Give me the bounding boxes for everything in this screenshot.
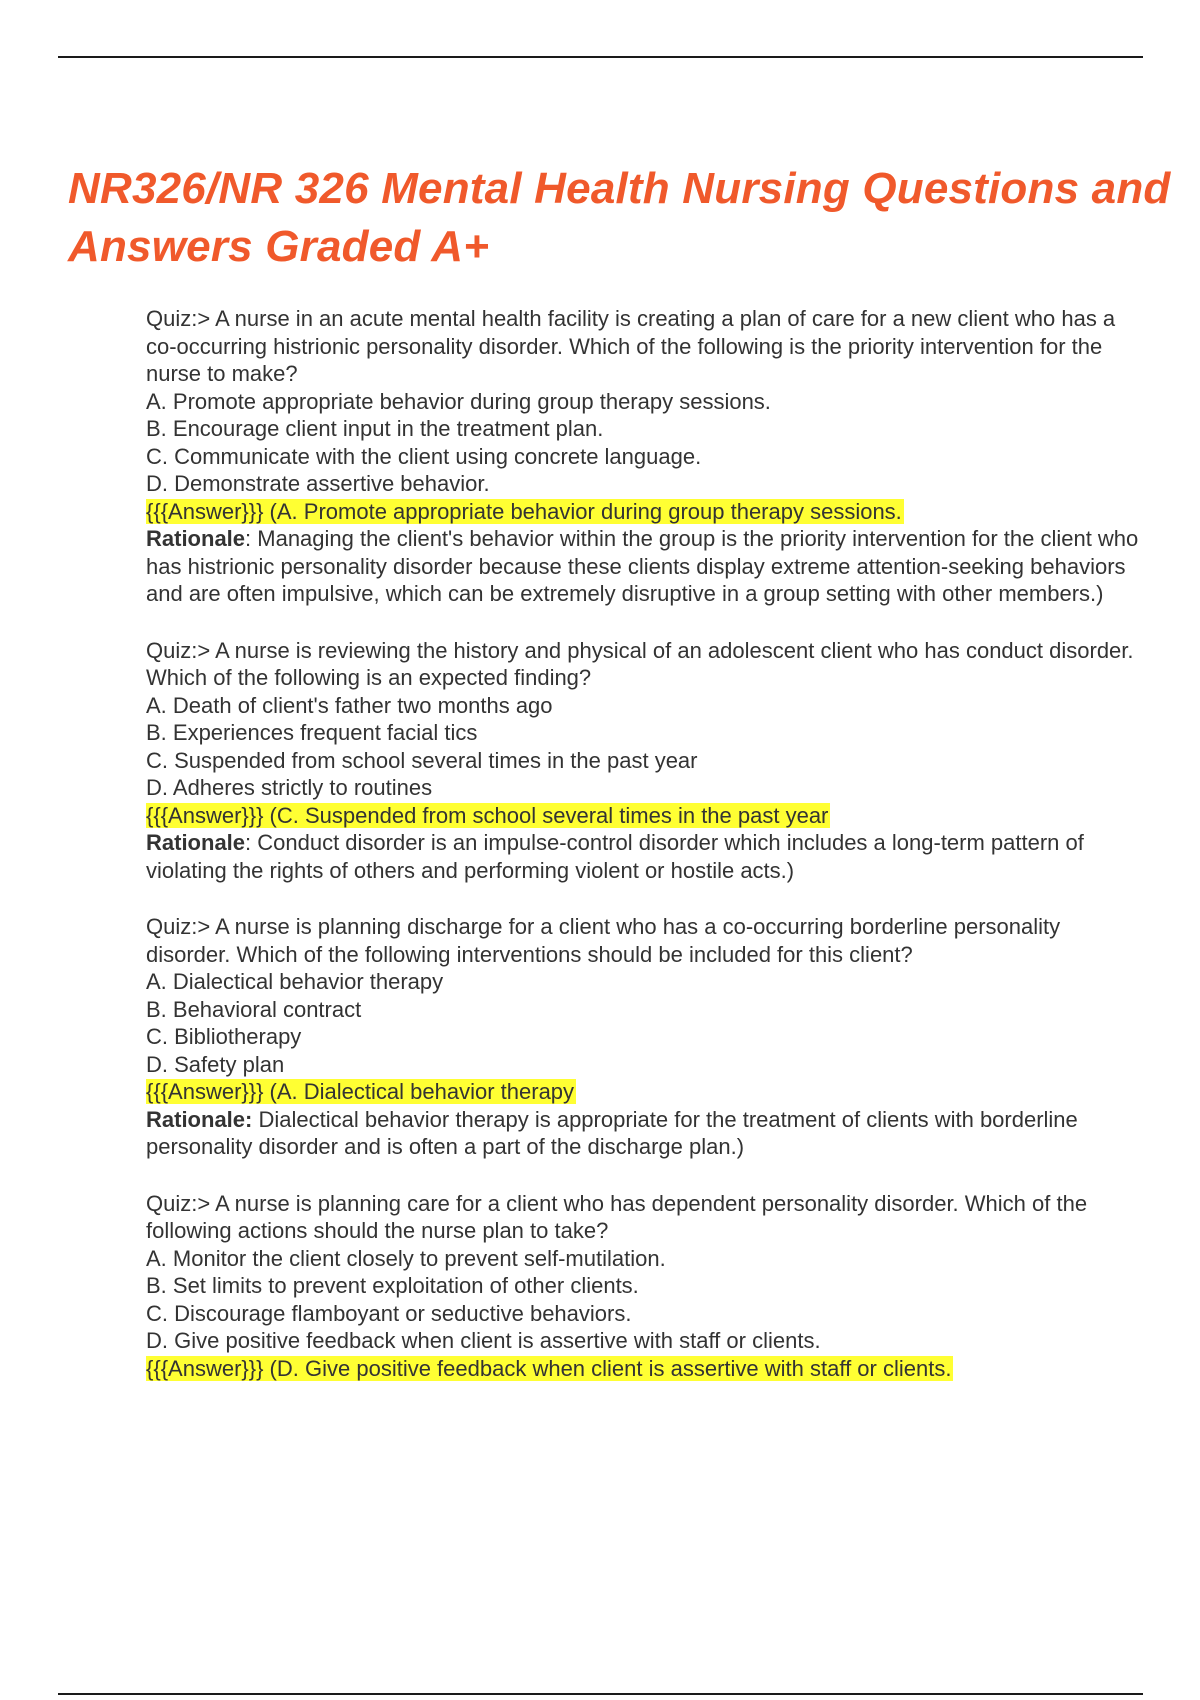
rationale-text: : Managing the client's behavior within the group is the priority intervention for the client who has histrionic personality disorder because these clients display extreme attention-seeking behaviors and are often impulsive, which can be extremely disruptive in a group setting with other members.) — [146, 526, 1139, 606]
rationale — [146, 829, 1146, 884]
question-stem: Quiz:> A nurse is reviewing the history and physical of an adolescent client who has conduct disorder. Which of the following is an expected finding? — [146, 637, 1134, 690]
rationale-label: Rationale: — [146, 1106, 253, 1132]
question-stem: Quiz:> A nurse is planning discharge for a client who has a co-occurring borderline personality disorder. Which of the following interventions should be included for this client? — [146, 914, 1061, 967]
rationale — [146, 525, 1146, 608]
answer-option: A. Dialectical behavior therapy — [146, 969, 444, 994]
question-block — [146, 913, 1146, 1161]
question-block — [146, 305, 1146, 608]
answer-option: A. Monitor the client closely to prevent self-mutilation. — [146, 1245, 666, 1271]
answer-option: B. Behavioral contract — [146, 996, 362, 1022]
answer-option: C. Bibliotherapy — [146, 1024, 302, 1049]
rationale-label: Rationale — [146, 830, 246, 855]
quiz-content — [146, 305, 1146, 1411]
answer-option: C. Discourage flamboyant or seductive behaviors. — [146, 1300, 632, 1326]
top-rule — [58, 56, 1143, 58]
answer-highlight: {{{Answer}}} (C. Suspended from school several times in the past year — [146, 802, 829, 828]
answer-option: D. Safety plan — [146, 1051, 285, 1077]
answer-option: A. Promote appropriate behavior during group therapy sessions. — [146, 388, 771, 414]
answer-option: D. Give positive feedback when client is assertive with staff or clients. — [146, 1328, 821, 1353]
answer-option: B. Set limits to prevent exploitation of other clients. — [146, 1273, 639, 1298]
answer-highlight: {{{Answer}}} (A. Dialectical behavior therapy — [146, 1079, 575, 1104]
bottom-rule — [58, 1693, 1143, 1695]
answer-option: C. Suspended from school several times in the past year — [146, 747, 698, 773]
document-title: NR326/NR 326 Mental Health Nursing Questions and Answers Graded A+ — [68, 164, 1171, 271]
question-block — [146, 637, 1146, 885]
question-stem: Quiz:> A nurse is planning care for a client who has dependent personality disorder. Which of the following actions should the nurse plan to take? — [146, 1190, 1088, 1243]
rationale-text: Dialectical behavior therapy is appropriate for the treatment of clients with borderline personality disorder and is often a part of the discharge plan.) — [146, 1106, 1078, 1159]
answer-option: D. Adheres strictly to routines — [146, 775, 433, 800]
answer-option: A. Death of client's father two months ago — [146, 692, 553, 718]
question-stem: Quiz:> A nurse in an acute mental health facility is creating a plan of care for a new client who has a co-occurring histrionic personality disorder. Which of the following is the priority intervention for the nurse to make? — [146, 306, 1116, 386]
answer-highlight: {{{Answer}}} (D. Give positive feedback when client is assertive with staff or clients. — [146, 1355, 952, 1381]
rationale-text: : Conduct disorder is an impulse-control disorder which includes a long-term pattern of violating the rights of others and performing violent or hostile acts.) — [146, 830, 1084, 883]
answer-option: C. Communicate with the client using concrete language. — [146, 443, 702, 469]
rationale — [146, 1106, 1146, 1161]
answer-option: B. Experiences frequent facial tics — [146, 720, 478, 745]
answer-option: D. Demonstrate assertive behavior. — [146, 471, 490, 496]
answer-option: B. Encourage client input in the treatment plan. — [146, 416, 604, 441]
question-block — [146, 1190, 1146, 1383]
rationale-label: Rationale — [146, 526, 246, 551]
answer-highlight: {{{Answer}}} (A. Promote appropriate behavior during group therapy sessions. — [146, 498, 902, 524]
